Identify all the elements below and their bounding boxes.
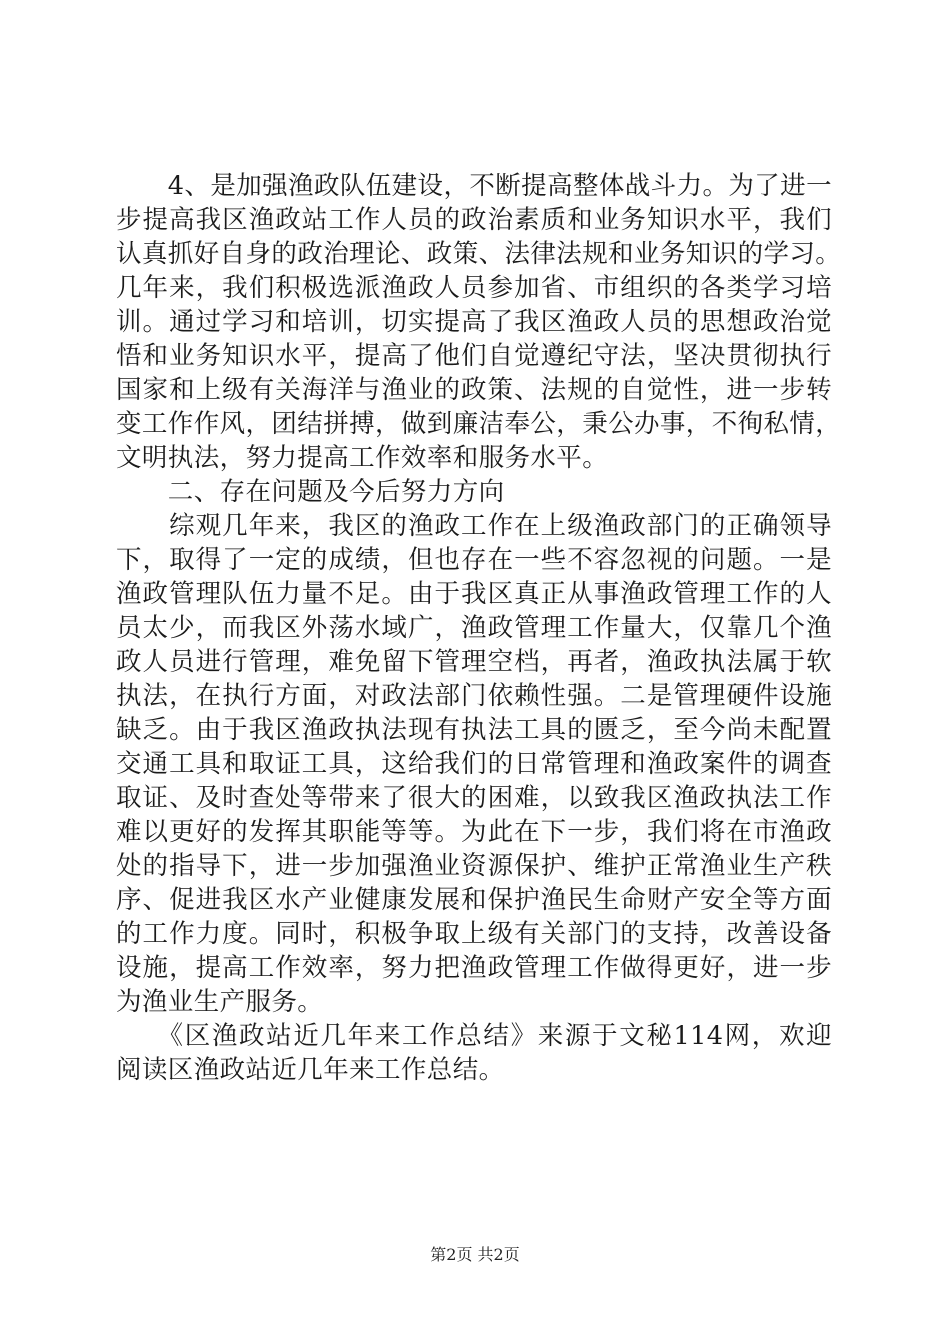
body-line: 国家和上级有关海洋与渔业的政策、法规的自觉性，进一步转: [116, 375, 832, 405]
page-footer: 第2页 共2页: [430, 1245, 520, 1264]
body-line: 难以更好的发挥其职能等等。为此在下一步，我们将在市渔政: [116, 817, 832, 847]
body-line: 综观几年来，我区的渔政工作在上级渔政部门的正确领导: [116, 511, 832, 541]
section-heading: 二、存在问题及今后努力方向: [116, 477, 505, 507]
body-line: 下，取得了一定的成绩，但也存在一些不容忽视的问题。一是: [116, 545, 832, 575]
body-line: 认真抓好自身的政治理论、政策、法律法规和业务知识的学习。: [116, 239, 842, 269]
body-line: 阅读区渔政站近几年来工作总结。: [116, 1055, 505, 1085]
body-line: 取证、及时查处等带来了很大的困难，以致我区渔政执法工作: [116, 783, 832, 813]
body-line: 几年来，我们积极选派渔政人员参加省、市组织的各类学习培: [116, 273, 832, 303]
body-line: 悟和业务知识水平，提高了他们自觉遵纪守法，坚决贯彻执行: [116, 341, 832, 371]
body-line: 渔政管理队伍力量不足。由于我区真正从事渔政管理工作的人: [116, 579, 832, 609]
body-line: 政人员进行管理，难免留下管理空档，再者，渔政执法属于软: [116, 647, 832, 677]
body-line: 变工作作风，团结拼搏，做到廉洁奉公，秉公办事，不徇私情，: [116, 409, 842, 439]
body-line: 缺乏。由于我区渔政执法现有执法工具的匮乏，至今尚未配置: [116, 715, 832, 745]
body-line: 步提高我区渔政站工作人员的政治素质和业务知识水平，我们: [116, 205, 832, 235]
body-line: 4、是加强渔政队伍建设，不断提高整体战斗力。为了进一: [116, 171, 832, 201]
body-line: 文明执法，努力提高工作效率和服务水平。: [116, 443, 609, 473]
body-line: 《区渔政站近几年来工作总结》来源于文秘114网，欢迎: [116, 1021, 832, 1051]
body-line: 执法，在执行方面，对政法部门依赖性强。二是管理硬件设施: [116, 681, 832, 711]
body-line: 交通工具和取证工具，这给我们的日常管理和渔政案件的调查: [116, 749, 832, 779]
body-line: 员太少，而我区外荡水域广，渔政管理工作量大，仅靠几个渔: [116, 613, 832, 643]
body-line: 序、促进我区水产业健康发展和保护渔民生命财产安全等方面: [116, 885, 832, 915]
body-line: 为渔业生产服务。: [116, 987, 324, 1017]
body-line: 训。通过学习和培训，切实提高了我区渔政人员的思想政治觉: [116, 307, 832, 337]
body-line: 设施，提高工作效率，努力把渔政管理工作做得更好，进一步: [116, 953, 832, 983]
body-line: 的工作力度。同时，积极争取上级有关部门的支持，改善设备: [116, 919, 832, 949]
body-line: 处的指导下，进一步加强渔业资源保护、维护正常渔业生产秩: [116, 851, 832, 881]
